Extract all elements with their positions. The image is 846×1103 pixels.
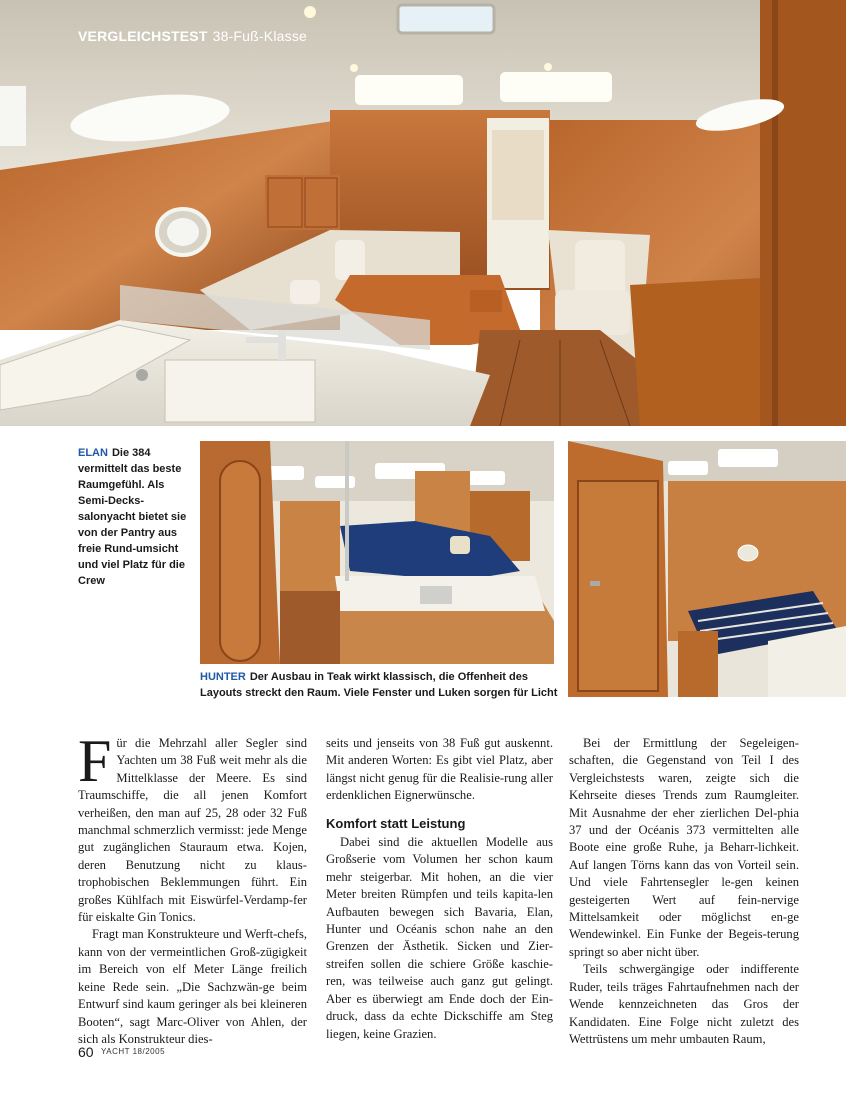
section-kicker [78, 28, 307, 44]
article-subhead: Komfort statt Leistung [326, 815, 466, 831]
paragraph: Teils schwergängige oder indifferente Ruder, teils träges Fahrtaufnehmen nach der Wende kennzeichneten das Gros der Kandidaten. Eine Folge nicht zuletzt des Wettrüstens um mehr umbauten Raum, [569, 962, 799, 1046]
caption-hunter [200, 669, 560, 701]
drop-cap: F [78, 728, 112, 794]
caption-text-elan: Die 384 vermittelt das beste Raumgefühl. Als Semi-Decks-salonyacht bietet sie von der Pantry aus freie Rund-umsicht und viel Platz für die Crew [78, 447, 187, 587]
paragraph-intro [78, 728, 307, 926]
article-column-1 [78, 728, 307, 1048]
caption-tag-hunter: HUNTER [200, 671, 246, 683]
photo-hunter-interior [200, 441, 554, 664]
caption-elan [78, 445, 188, 589]
photo-oceanis-interior [568, 441, 846, 697]
paragraph-intro-text: ür die Mehrzahl aller Segler sind Yachten um 38 Fuß weit mehr als die Mittelklasse der Meere. Es sind Traumschiffe, die all jenen Komfort verheißen, den man auf 25, 28 oder 32 Fuß manchmal schmerzlich vermisst: jede Menge gut zugänglichen Stauraum etwa. Kojen, deren Benutzung nicht zu klaus-trophobischen Beklemmungen führt. Ein großes Kühlfach mit Eiswürfel-Verdamp-fer für eiskalte Gin Tonics. [78, 736, 307, 925]
paragraph: seits und jenseits von 38 Fuß gut auskennt. Mit anderen Worten: Es gibt viel Platz, aber längst nicht genug für die Realisie-rung aller erdenklichen Eignerwünsche. [326, 736, 553, 803]
article-column-3 [569, 735, 799, 1048]
page-number: 60 [78, 1044, 94, 1060]
hero-photo-elan-salon [0, 0, 846, 426]
kicker-title: VERGLEICHSTEST [78, 28, 208, 44]
paragraph: Bei der Ermittlung der Segeleigen-schaften, die Gegenstand von Teil I des Vergleichstests waren, zeigte sich die Kehrseite dieses Trends zum Raumgleiter. Mit Ausnahme der eher zierlichen Del-phia 37 und der Océanis 373 vermittelten alle Boote eine große Ruhe, ja Beharr-lichkeit. Auf langen Törns kann das von Vorteil sein. Und viele Fahrtensegler le-gen keinen gesteigerten Wert auf fein-nervige Mittelsamkeit oder möglichst en-ge Wendewinkel. Ein Funke der Begeis-terung springt so aber nicht über. [569, 736, 799, 959]
paragraph: Fragt man Konstrukteure und Werft-chefs, kann von der vermeintlichen Groß-zügigkeit im Bereich von elf Meter Länge freilich keine Rede sein. „Die Sachzwän-ge beim Entwurf sind kaum geringer als bei kleineren Booten“, sagt Marc-Oliver von Ahlen, der sich als Konstrukteur dies- [78, 927, 307, 1046]
kicker-subtitle: 38-Fuß-Klasse [212, 28, 308, 44]
caption-text-hunter: Der Ausbau in Teak wirkt klassisch, die Offenheit des Layouts streckt den Raum. Viele Fenster und Luken sorgen für Licht [200, 671, 558, 699]
paragraph: Dabei sind die aktuellen Modelle aus Großserie vom Volumen her schon kaum mehr steigerbar. Mit hohen, an die vier Meter breiten Rümpfen und teils kapita-len Aufbauten bewegen sich Bavaria, Elan, Hunter und Océanis schon nahe an den Grenzen der Ästhetik. Sicken und Zier-streifen sollen die schiere Größe kaschie-ren, was teilweise auch ganz gut gelingt. Aber es überwiegt am Ende doch der Ein-druck, dass da echte Dickschiffe am Steg liegen, keine Grazien. [326, 835, 553, 1041]
magazine-issue: YACHT 18/2005 [101, 1047, 166, 1056]
caption-tag-elan: ELAN [78, 447, 108, 459]
article-column-2 [326, 735, 553, 1043]
